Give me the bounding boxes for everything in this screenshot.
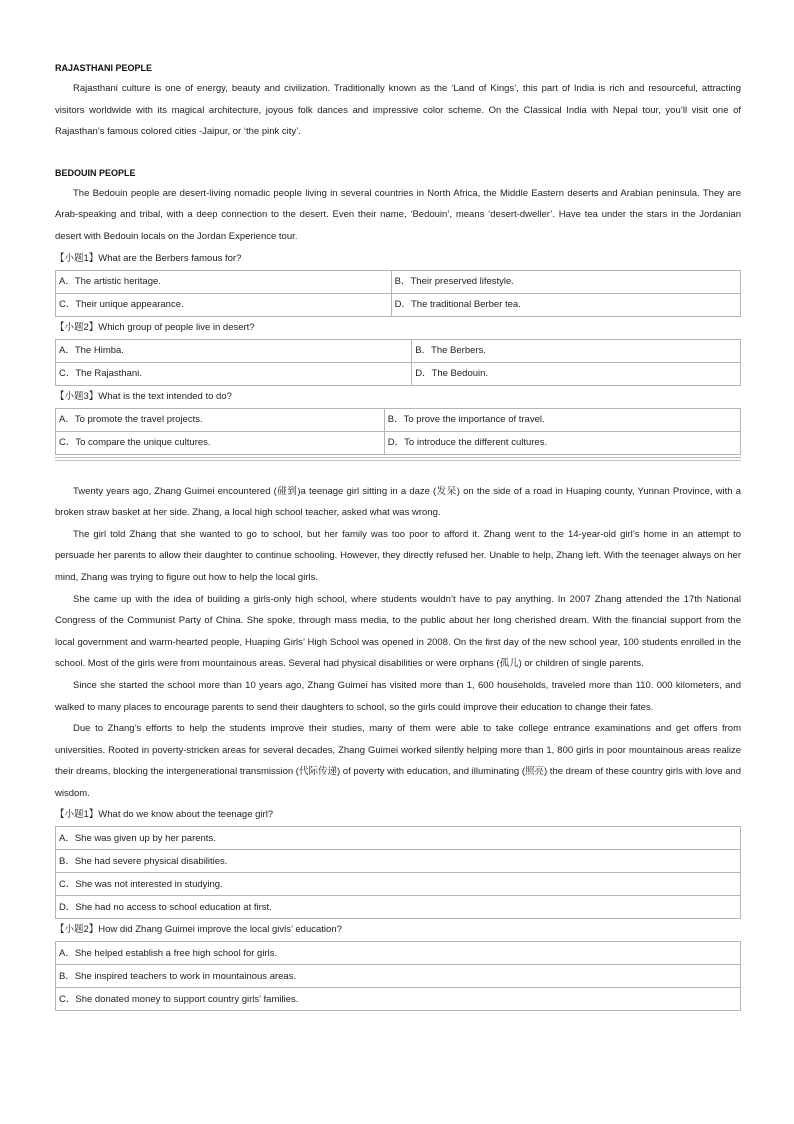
answer-option-b[interactable]: B．Their preserved lifestyle. — [391, 270, 740, 293]
question-stem: 【小题1】What are the Berbers famous for? — [55, 252, 242, 264]
answer-option-d[interactable]: D．To introduce the different cultures. — [384, 431, 740, 454]
answer-option-c[interactable]: C．Their unique appearance. — [56, 293, 392, 316]
answer-option-a[interactable]: A．She was given up by her parents. — [56, 827, 741, 850]
answer-option-a[interactable]: A．She helped establish a free high school for girls. — [56, 942, 741, 965]
answer-option-b[interactable]: B．She had severe physical disabilities. — [56, 850, 741, 873]
answer-option-d[interactable]: D．The traditional Berber tea. — [391, 293, 740, 316]
answer-options-table — [55, 408, 741, 455]
answer-options-table — [55, 339, 741, 386]
answer-option-c[interactable]: C．She was not interested in studying. — [56, 873, 741, 896]
answer-option-c[interactable]: C．The Rajasthani. — [56, 362, 412, 385]
answer-option-a[interactable]: A．To promote the travel projects. — [56, 408, 385, 431]
passage-paragraph: Due to Zhang’s efforts to help the students improve their studies, many of them were able to take college entrance examinations and get offers from universities. Rooted in poverty-stricken areas for several decades, Zhang Guimei worked silently helping more than 1, 800 girls in poor mountainous areas realize their dreams, blocking the intergenerational transmission (代际传递) of poverty with education, and illuminating (照亮) the dream of these country girls with love and wisdom. — [55, 723, 741, 799]
passage-paragraph: Since she started the school more than 10 years ago, Zhang Guimei has visited more than 1, 600 households, traveled more than 110. 000 kilometers, and walked to many places to encourage parents to send their daughters to school, so the girls could improve their education to change their fates. — [55, 679, 741, 713]
answer-option-d[interactable]: D．She had no access to school education at first. — [56, 896, 741, 919]
question-stem: 【小题1】What do we know about the teenage girl? — [55, 809, 274, 821]
passage-paragraph: The girl told Zhang that she wanted to go to school, but her family was too poor to afford it. Zhang went to the 14-year-old girl’s home in an attempt to persuade her parents to allow their daughter to continue schooling. However, they directly refused her. Unable to help, Zhang left. With the teenager always on her mind, Zhang was trying to figure out how to help the local girls. — [55, 528, 741, 583]
question-stem: 【小题3】What is the text intended to do? — [55, 390, 232, 402]
document-content — [55, 58, 741, 1011]
answer-option-a[interactable]: A．The artistic heritage. — [56, 270, 392, 293]
answer-option-b[interactable]: B．To prove the importance of travel. — [384, 408, 740, 431]
question-stem: 【小题2】Which group of people live in desert? — [55, 321, 255, 333]
answer-option-a[interactable]: A．The Himba. — [56, 339, 412, 362]
section-heading-bedouin: BEDOUIN PEOPLE — [55, 167, 136, 178]
answer-option-b[interactable]: B．She inspired teachers to work in mountainous areas. — [56, 965, 741, 988]
answer-option-c[interactable]: C．She donated money to support country girls’ families. — [56, 988, 741, 1011]
passage-paragraph: She came up with the idea of building a girls-only high school, where students wouldn’t have to pay anything. In 2007 Zhang attended the 17th National Congress of the Communist Party of China. She spoke, through mass media, to the public about her long cherished dream. With the financial support from the local government and warm-hearted people, Huaping Girls’ High School was opened in 2008. On the first day of the new school year, 100 students enrolled in the school. Most of the girls were from mountainous areas. Several had physical disabilities or were orphans (孤儿) or children of single parents. — [55, 593, 741, 670]
answer-option-d[interactable]: D．The Bedouin. — [412, 362, 741, 385]
question-stem: 【小题2】How did Zhang Guimei improve the local givls’ education? — [55, 924, 342, 936]
section-heading-rajasthani: RAJASTHANI PEOPLE — [55, 63, 153, 73]
answer-option-b[interactable]: B．The Berbers. — [412, 339, 741, 362]
answer-options-table — [55, 826, 741, 919]
answer-options-table — [55, 941, 741, 1011]
passage-paragraph: Twenty years ago, Zhang Guimei encountered (碰到)a teenage girl sitting in a daze (发呆) on the side of a road in Huaping county, Yunnan Province, with a broken straw basket at her side. Zhang, a local high school teacher, asked what was wrong. — [55, 485, 741, 519]
passage-divider — [55, 457, 741, 461]
answer-options-table — [55, 270, 741, 317]
answer-option-c[interactable]: C．To compare the unique cultures. — [56, 431, 385, 454]
section-text-bedouin: The Bedouin people are desert-living nomadic people living in several countries in North Africa, the Middle Eastern deserts and Arabian peninsula. They are Arab-speaking and tribal, with a deep connection to the desert. Even their name, ‘Bedouin’, means ‘desert-dweller’. Have tea under the stars in the Jordanian desert with Bedouin locals on the Jordan Experience tour. — [55, 187, 741, 242]
section-text-rajasthani: Rajasthani culture is one of energy, beauty and civilization. Traditionally known as the ‘Land of Kings’, this part of India is rich and resourceful, attracting visitors worldwide with its magical architecture, joyous folk dances and impressive color scheme. On the Classical India with Nepal tour, you’ll visit one of Rajasthan’s famous colored cities -Jaipur, or ‘the pink city’. — [55, 83, 741, 138]
